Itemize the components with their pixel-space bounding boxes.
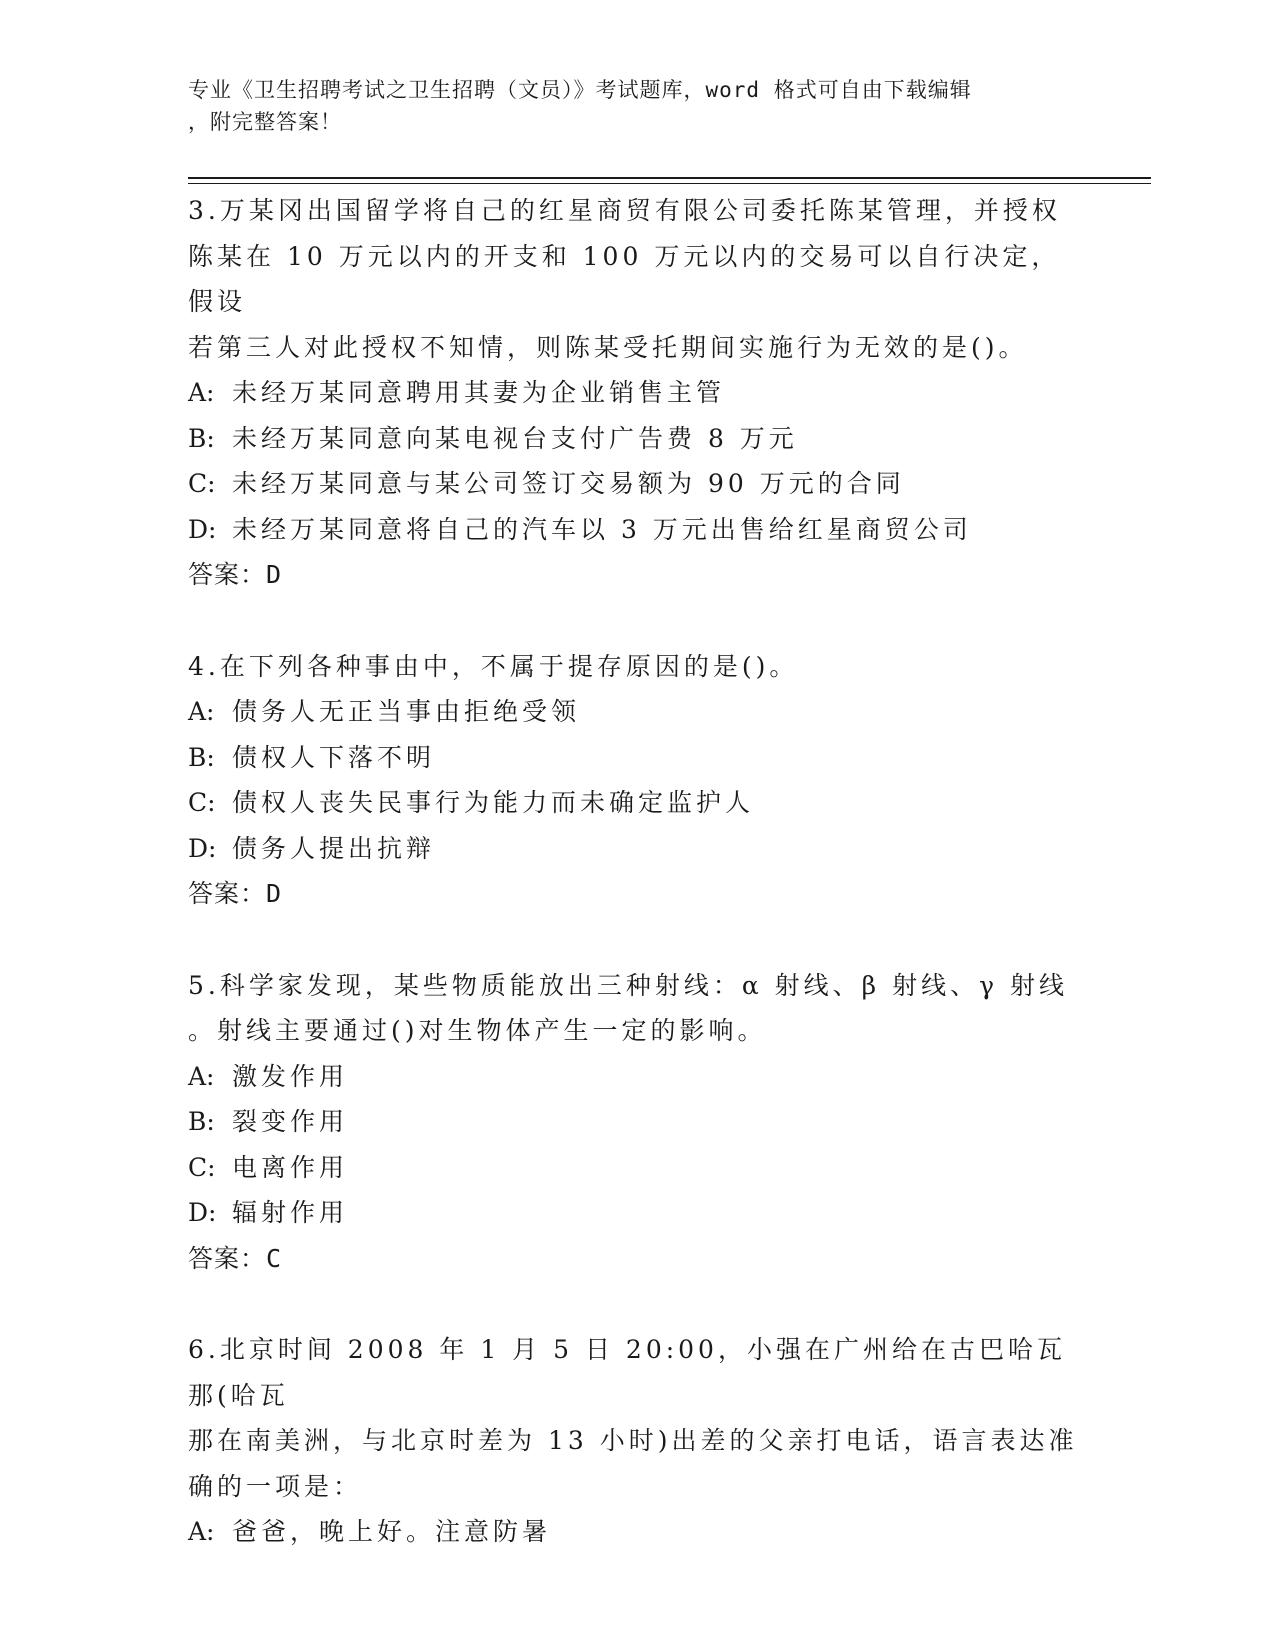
question-text-line: 陈某在 10 万元以内的开支和 100 万元以内的交易可以自行决定，假设: [188, 241, 1061, 316]
question-text-line: 。射线主要通过()对生物体产生一定的影响。: [188, 1016, 767, 1045]
option-key: C:: [188, 788, 216, 817]
option-b: [188, 416, 1088, 462]
option-key: B:: [188, 742, 215, 772]
question-4: [188, 644, 1088, 917]
answer-value: D: [266, 879, 283, 908]
option-text: 辐射作用: [232, 1198, 349, 1227]
option-text: 债权人丧失民事行为能力而未确定监护人: [232, 788, 755, 817]
option-c: [188, 780, 1088, 826]
page-header: [188, 74, 1088, 138]
header-rule-thin: [188, 183, 1151, 184]
option-text: 未经万某同意向某电视台支付广告费 8 万元: [232, 423, 798, 453]
option-a: [188, 370, 1088, 416]
option-key: D:: [188, 1198, 217, 1227]
option-key: D:: [188, 514, 217, 544]
option-key: A:: [188, 1061, 215, 1091]
question-text-line: 那在南美洲，与北京时差为 13 小时)出差的父亲打电话，语言表达准: [188, 1426, 1078, 1455]
option-key: A:: [188, 1517, 215, 1546]
question-text-line: 3.万某冈出国留学将自己的红星商贸有限公司委托陈某管理，并授权: [188, 196, 1061, 225]
question-text-line: 若第三人对此授权不知情，则陈某受托期间实施行为无效的是()。: [188, 332, 1028, 362]
option-key: D:: [188, 833, 217, 863]
option-key: B:: [188, 1107, 215, 1136]
question-3: [188, 188, 1088, 598]
option-d: [188, 507, 1088, 553]
option-text: 电离作用: [232, 1152, 349, 1182]
option-key: A:: [188, 378, 215, 407]
option-text: 债务人提出抗辩: [232, 833, 436, 863]
option-text: 爸爸，晚上好。注意防暑: [232, 1517, 552, 1546]
header-rule-thick: [188, 177, 1151, 179]
option-a: [188, 689, 1088, 735]
option-d: [188, 1190, 1088, 1236]
answer: [188, 871, 1088, 917]
header-line-1: 专业《卫生招聘考试之卫生招聘（文员）》考试题库，word 格式可自由下载编辑: [188, 78, 972, 102]
option-key: C:: [188, 469, 216, 498]
question-text-line: 6.北京时间 2008 年 1 月 5 日 20:00，小强在广州给在古巴哈瓦那(哈瓦: [188, 1335, 1066, 1410]
question-text-line: 4.在下列各种事由中，不属于提存原因的是()。: [188, 651, 799, 681]
option-b: [188, 735, 1088, 781]
answer-label: 答案：: [188, 560, 267, 589]
question-text-line: 确的一项是：: [188, 1471, 363, 1501]
question-5: [188, 963, 1088, 1282]
answer-label: 答案：: [188, 1243, 267, 1273]
option-text: 债权人下落不明: [232, 742, 436, 772]
option-d: [188, 826, 1088, 872]
header-line-2: ，附完整答案！: [188, 110, 342, 134]
answer-label: 答案：: [188, 879, 267, 908]
question-text-line: 5.科学家发现，某些物质能放出三种射线：α 射线、β 射线、γ 射线: [188, 970, 1068, 1000]
option-text: 未经万某同意聘用其妻为企业销售主管: [232, 378, 726, 407]
option-text: 未经万某同意将自己的汽车以 3 万元出售给红星商贸公司: [232, 514, 972, 544]
answer: [188, 1236, 1088, 1282]
option-c: [188, 461, 1088, 507]
option-text: 裂变作用: [232, 1107, 349, 1136]
option-key: C:: [188, 1152, 216, 1182]
option-text: 债务人无正当事由拒绝受领: [232, 697, 581, 726]
option-text: 未经万某同意与某公司签订交易额为 90 万元的合同: [232, 469, 905, 498]
option-key: A:: [188, 697, 215, 726]
answer: [188, 552, 1088, 598]
option-b: [188, 1099, 1088, 1145]
option-a: [188, 1509, 1088, 1555]
option-a: [188, 1054, 1088, 1100]
answer-value: D: [266, 560, 283, 589]
question-list: [188, 188, 1088, 1601]
option-c: [188, 1145, 1088, 1191]
answer-value: C: [266, 1243, 283, 1273]
question-6: [188, 1327, 1088, 1555]
option-key: B:: [188, 423, 215, 453]
option-text: 激发作用: [232, 1061, 349, 1091]
